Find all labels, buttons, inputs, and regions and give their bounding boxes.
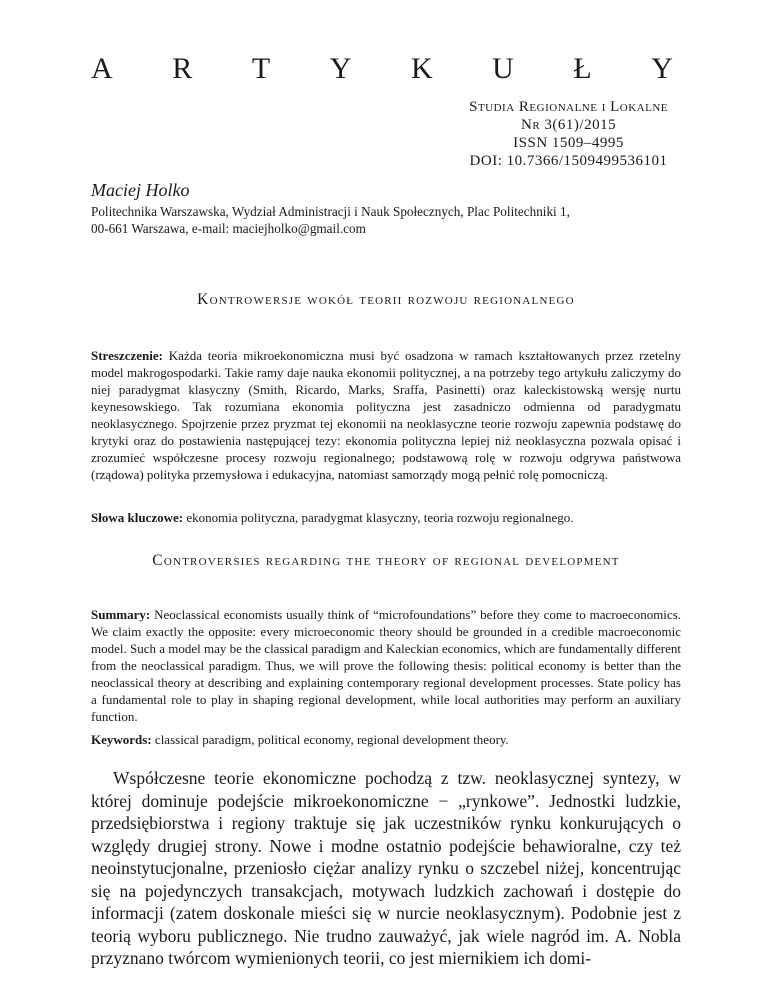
title-english: Controversies regarding the theory of regional development [152, 552, 620, 569]
author-affiliation [91, 203, 681, 237]
heading-letter: U [492, 52, 514, 85]
heading-letter: A [91, 52, 113, 85]
section-heading [91, 52, 673, 86]
author-name: Maciej Holko [91, 180, 190, 200]
summary-english [91, 606, 681, 725]
keywords-english [91, 731, 681, 748]
journal-info [469, 98, 668, 170]
summary-text: Neoclassical economists usually think of “microfoundations” before they come to macroeconomics. We claim exactly the opposite: every microeconomic theory should be grounded in a credible macroeconomic model. Such a model may be the classical paradigm and Kaleckian economics, which are fundamentally different from the neoclassical paradigm. Thus, we will prove the following thesis: political economy is better than the neoclassical theory at describing and explaining contemporary regional development processes. State policy has a fundamental role to play in shaping regional development, while local authorities may perform an auxiliary function. [91, 607, 681, 724]
abstract-label: Streszczenie: [91, 348, 163, 363]
keywords-label: Słowa kluczowe: [91, 510, 184, 525]
keywords-text: classical paradigm, political economy, regional development theory. [151, 732, 509, 747]
affiliation-line: 00-661 Warszawa, e-mail: maciejholko@gmail.com [91, 221, 366, 236]
body-paragraph-text: Współczesne teorie ekonomiczne pochodzą z tzw. neoklasycznej syntezy, w której dominuje podejście mikroekonomiczne − „rynkowe”. Jednostki ludzkie, przedsiębiorstwa i regiony traktuje się jak uczestników rynku konkurujących o względy drugiej strony. Nowe i modne ostatnio podejście behawioralne, czy też neoinstytucjonalne, przeniosło ciężar analizy rynku o szczebel niżej, koncentrując się na pojedynczych transakcjach, motywach ludzkich zachowań i dostępie do informacji (zatem doskonale mieści się w nurcie neoklasycznym). Podobnie jest z teorią wyboru publicznego. Nie trudno zauważyć, jak wiele nagród im. A. Nobla przyznano twórcom wymienionych teorii, co jest miernikiem ich domi- [91, 768, 681, 968]
keywords-polish [91, 509, 681, 526]
summary-label: Summary: [91, 607, 151, 622]
affiliation-line: Politechnika Warszawska, Wydział Administracji i Nauk Społecznych, Plac Politechniki 1, [91, 204, 570, 219]
body-paragraph [91, 767, 681, 970]
title-polish: Kontrowersje wokół teorii rozwoju regionalnego [197, 291, 575, 308]
abstract-polish [91, 347, 681, 483]
journal-issue: Nr 3(61)/2015 [521, 117, 617, 133]
heading-letter: T [251, 52, 271, 85]
heading-letter: Y [329, 52, 352, 85]
keywords-text: ekonomia polityczna, paradygmat klasyczny, teoria rozwoju regionalnego. [183, 510, 574, 525]
keywords-label: Keywords: [91, 732, 152, 747]
journal-doi: DOI: 10.7366/1509499536101 [469, 153, 668, 169]
heading-letter: R [172, 52, 193, 85]
journal-name: Studia Regionalne i Lokalne [469, 99, 668, 115]
journal-issn: ISSN 1509–4995 [513, 135, 624, 151]
heading-letter: Y [651, 52, 673, 85]
heading-letter: K [410, 52, 433, 85]
abstract-text: Każda teoria mikroekonomiczna musi być osadzona w ramach kształtowanych przez rzetelny model makrogospodarki. Takie ramy daje nauka ekonomii politycznej, a na potrzeby tego artykułu zaliczymy do niej paradygmat klasyczny (Smith, Ricardo, Marks, Sraffa, Pasinetti) oraz kaleckistowską wersję nurtu keynesowskiego. Tak rozumiana ekonomia polityczna jest zasadniczo odmienna od paradygmatu neoklasycznego. Spojrzenie przez pryzmat tej ekonomii na neoklasyczne teorie rozwoju zapewnia podstawę do krytyki oraz do postawienia następującej tezy: ekonomia polityczna lepiej niż neoklasyczna pozwala opisać i zrozumieć współczesne procesy rozwoju regionalnego; podstawową rolę w rozwoju odgrywa państwowa (rządowa) polityka przemysłowa i edukacyjna, natomiast samorządy mogą pełnić rolę pomocniczą. [91, 348, 681, 482]
heading-letter: Ł [573, 52, 592, 85]
